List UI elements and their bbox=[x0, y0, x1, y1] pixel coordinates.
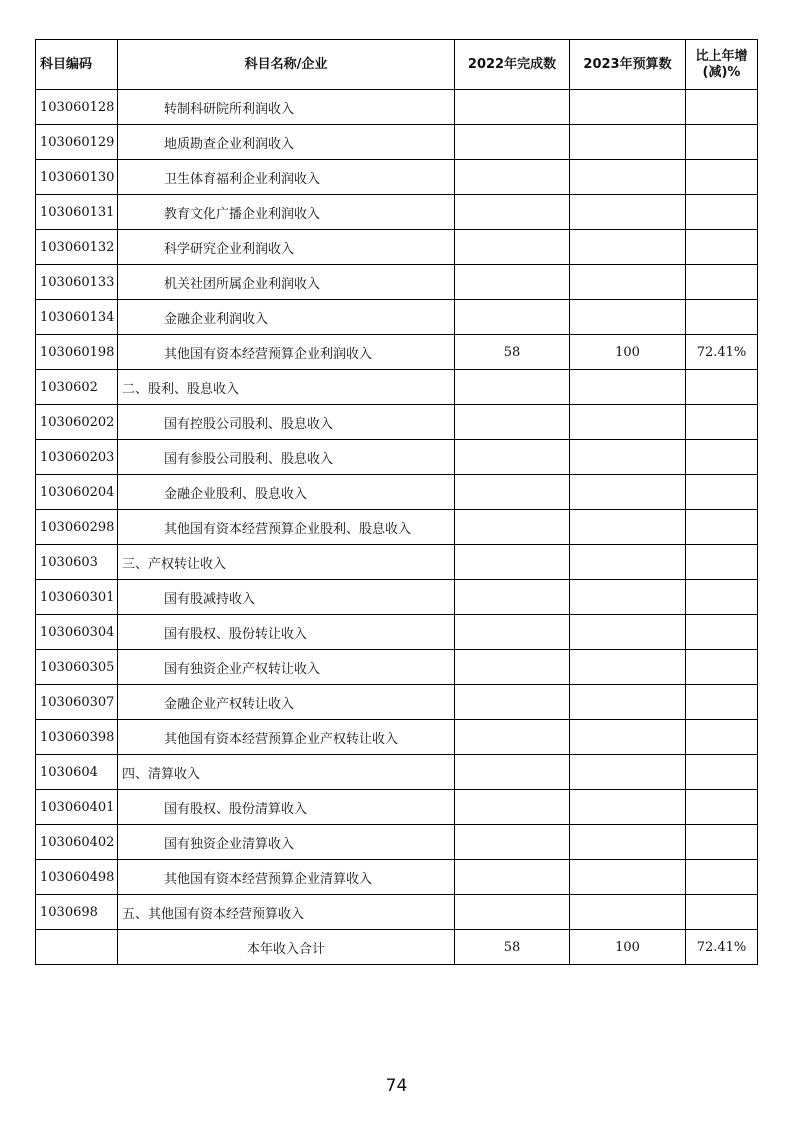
table-row bbox=[36, 720, 758, 755]
table-row bbox=[36, 440, 758, 475]
row-completed-2022 bbox=[455, 860, 570, 895]
row-name: 卫生体育福利企业利润收入 bbox=[118, 160, 455, 195]
row-code: 103060203 bbox=[36, 440, 118, 475]
row-code: 103060204 bbox=[36, 475, 118, 510]
row-completed-2022 bbox=[455, 475, 570, 510]
row-name: 金融企业利润收入 bbox=[118, 300, 455, 335]
table-header bbox=[36, 40, 758, 90]
header-code: 科目编码 bbox=[36, 40, 118, 90]
row-code: 103060402 bbox=[36, 825, 118, 860]
row-name: 国有参股公司股利、股息收入 bbox=[118, 440, 455, 475]
row-name: 五、其他国有资本经营预算收入 bbox=[118, 895, 455, 930]
row-change-pct bbox=[686, 230, 758, 265]
row-completed-2022 bbox=[455, 650, 570, 685]
total-completed-2022: 58 bbox=[455, 930, 570, 965]
row-name: 四、清算收入 bbox=[118, 755, 455, 790]
row-code: 103060128 bbox=[36, 90, 118, 125]
table-row bbox=[36, 405, 758, 440]
table-row bbox=[36, 300, 758, 335]
row-completed-2022 bbox=[455, 370, 570, 405]
row-budget-2023 bbox=[570, 405, 686, 440]
row-budget-2023 bbox=[570, 90, 686, 125]
row-change-pct bbox=[686, 545, 758, 580]
row-code: 1030603 bbox=[36, 545, 118, 580]
row-completed-2022 bbox=[455, 195, 570, 230]
row-name: 国有股权、股份转让收入 bbox=[118, 615, 455, 650]
row-change-pct bbox=[686, 125, 758, 160]
row-change-pct: 72.41% bbox=[686, 335, 758, 370]
row-code: 103060131 bbox=[36, 195, 118, 230]
row-completed-2022 bbox=[455, 580, 570, 615]
table-row bbox=[36, 615, 758, 650]
row-change-pct bbox=[686, 650, 758, 685]
header-name: 科目名称/企业 bbox=[118, 40, 455, 90]
row-name: 科学研究企业利润收入 bbox=[118, 230, 455, 265]
row-code: 103060129 bbox=[36, 125, 118, 160]
row-completed-2022 bbox=[455, 405, 570, 440]
total-change-pct: 72.41% bbox=[686, 930, 758, 965]
row-name: 金融企业股利、股息收入 bbox=[118, 475, 455, 510]
row-completed-2022 bbox=[455, 440, 570, 475]
header-budget-2023: 2023年预算数 bbox=[570, 40, 686, 90]
table-row bbox=[36, 895, 758, 930]
row-code: 103060133 bbox=[36, 265, 118, 300]
table-body bbox=[36, 90, 758, 930]
row-code: 1030604 bbox=[36, 755, 118, 790]
row-completed-2022 bbox=[455, 265, 570, 300]
row-budget-2023 bbox=[570, 790, 686, 825]
row-change-pct bbox=[686, 895, 758, 930]
row-budget-2023: 100 bbox=[570, 335, 686, 370]
row-budget-2023 bbox=[570, 755, 686, 790]
row-change-pct bbox=[686, 300, 758, 335]
row-name: 金融企业产权转让收入 bbox=[118, 685, 455, 720]
row-completed-2022 bbox=[455, 510, 570, 545]
row-budget-2023 bbox=[570, 615, 686, 650]
row-name: 地质勘查企业利润收入 bbox=[118, 125, 455, 160]
row-change-pct bbox=[686, 755, 758, 790]
row-completed-2022 bbox=[455, 545, 570, 580]
header-row bbox=[36, 40, 758, 90]
row-code: 103060134 bbox=[36, 300, 118, 335]
table-row bbox=[36, 860, 758, 895]
row-code: 103060301 bbox=[36, 580, 118, 615]
table-row bbox=[36, 825, 758, 860]
table-row bbox=[36, 685, 758, 720]
row-change-pct bbox=[686, 685, 758, 720]
table-row bbox=[36, 160, 758, 195]
row-budget-2023 bbox=[570, 265, 686, 300]
row-code: 103060298 bbox=[36, 510, 118, 545]
row-change-pct bbox=[686, 405, 758, 440]
total-row bbox=[36, 930, 758, 965]
row-completed-2022 bbox=[455, 825, 570, 860]
row-change-pct bbox=[686, 510, 758, 545]
row-change-pct bbox=[686, 195, 758, 230]
row-budget-2023 bbox=[570, 440, 686, 475]
table-row bbox=[36, 335, 758, 370]
row-completed-2022 bbox=[455, 790, 570, 825]
row-code: 103060198 bbox=[36, 335, 118, 370]
row-budget-2023 bbox=[570, 580, 686, 615]
row-code: 103060401 bbox=[36, 790, 118, 825]
row-name: 三、产权转让收入 bbox=[118, 545, 455, 580]
row-completed-2022 bbox=[455, 755, 570, 790]
table-row bbox=[36, 90, 758, 125]
table-row bbox=[36, 545, 758, 580]
row-code: 103060498 bbox=[36, 860, 118, 895]
table-row bbox=[36, 370, 758, 405]
row-completed-2022 bbox=[455, 895, 570, 930]
row-budget-2023 bbox=[570, 300, 686, 335]
row-code: 103060130 bbox=[36, 160, 118, 195]
row-budget-2023 bbox=[570, 510, 686, 545]
total-code-cell bbox=[36, 930, 118, 965]
row-change-pct bbox=[686, 720, 758, 755]
table-row bbox=[36, 230, 758, 265]
row-budget-2023 bbox=[570, 370, 686, 405]
row-change-pct bbox=[686, 860, 758, 895]
row-change-pct bbox=[686, 790, 758, 825]
row-budget-2023 bbox=[570, 195, 686, 230]
row-change-pct bbox=[686, 825, 758, 860]
row-completed-2022 bbox=[455, 300, 570, 335]
row-code: 103060132 bbox=[36, 230, 118, 265]
table-row bbox=[36, 125, 758, 160]
table-footer bbox=[36, 930, 758, 965]
row-budget-2023 bbox=[570, 685, 686, 720]
row-completed-2022 bbox=[455, 125, 570, 160]
row-completed-2022 bbox=[455, 90, 570, 125]
row-code: 103060202 bbox=[36, 405, 118, 440]
row-change-pct bbox=[686, 265, 758, 300]
row-completed-2022 bbox=[455, 685, 570, 720]
row-change-pct bbox=[686, 370, 758, 405]
row-code: 103060304 bbox=[36, 615, 118, 650]
row-budget-2023 bbox=[570, 720, 686, 755]
row-budget-2023 bbox=[570, 650, 686, 685]
total-label: 本年收入合计 bbox=[118, 930, 455, 965]
row-completed-2022 bbox=[455, 720, 570, 755]
row-name: 国有独资企业产权转让收入 bbox=[118, 650, 455, 685]
row-budget-2023 bbox=[570, 230, 686, 265]
row-name: 其他国有资本经营预算企业产权转让收入 bbox=[118, 720, 455, 755]
row-budget-2023 bbox=[570, 825, 686, 860]
total-budget-2023: 100 bbox=[570, 930, 686, 965]
budget-table bbox=[35, 39, 758, 965]
page-number: 74 bbox=[385, 1076, 408, 1096]
row-budget-2023 bbox=[570, 125, 686, 160]
row-change-pct bbox=[686, 475, 758, 510]
row-completed-2022 bbox=[455, 160, 570, 195]
row-name: 转制科研院所利润收入 bbox=[118, 90, 455, 125]
row-code: 1030602 bbox=[36, 370, 118, 405]
table-row bbox=[36, 265, 758, 300]
row-name: 国有股减持收入 bbox=[118, 580, 455, 615]
table-row bbox=[36, 650, 758, 685]
table-row bbox=[36, 475, 758, 510]
row-code: 103060307 bbox=[36, 685, 118, 720]
row-name: 国有股权、股份清算收入 bbox=[118, 790, 455, 825]
row-name: 国有控股公司股利、股息收入 bbox=[118, 405, 455, 440]
row-change-pct bbox=[686, 580, 758, 615]
row-name: 其他国有资本经营预算企业清算收入 bbox=[118, 860, 455, 895]
table-row bbox=[36, 755, 758, 790]
header-change-pct: 比上年增(减)% bbox=[686, 40, 758, 90]
table-row bbox=[36, 580, 758, 615]
row-budget-2023 bbox=[570, 860, 686, 895]
row-name: 机关社团所属企业利润收入 bbox=[118, 265, 455, 300]
row-completed-2022 bbox=[455, 230, 570, 265]
row-change-pct bbox=[686, 440, 758, 475]
row-name: 国有独资企业清算收入 bbox=[118, 825, 455, 860]
row-budget-2023 bbox=[570, 475, 686, 510]
row-code: 103060305 bbox=[36, 650, 118, 685]
table-row bbox=[36, 510, 758, 545]
table-row bbox=[36, 195, 758, 230]
row-budget-2023 bbox=[570, 545, 686, 580]
row-name: 其他国有资本经营预算企业股利、股息收入 bbox=[118, 510, 455, 545]
header-completed-2022: 2022年完成数 bbox=[455, 40, 570, 90]
row-budget-2023 bbox=[570, 895, 686, 930]
row-name: 教育文化广播企业利润收入 bbox=[118, 195, 455, 230]
row-name: 二、股利、股息收入 bbox=[118, 370, 455, 405]
row-code: 103060398 bbox=[36, 720, 118, 755]
row-change-pct bbox=[686, 90, 758, 125]
row-change-pct bbox=[686, 160, 758, 195]
row-name: 其他国有资本经营预算企业利润收入 bbox=[118, 335, 455, 370]
table-row bbox=[36, 790, 758, 825]
row-budget-2023 bbox=[570, 160, 686, 195]
row-change-pct bbox=[686, 615, 758, 650]
row-code: 1030698 bbox=[36, 895, 118, 930]
row-completed-2022: 58 bbox=[455, 335, 570, 370]
row-completed-2022 bbox=[455, 615, 570, 650]
